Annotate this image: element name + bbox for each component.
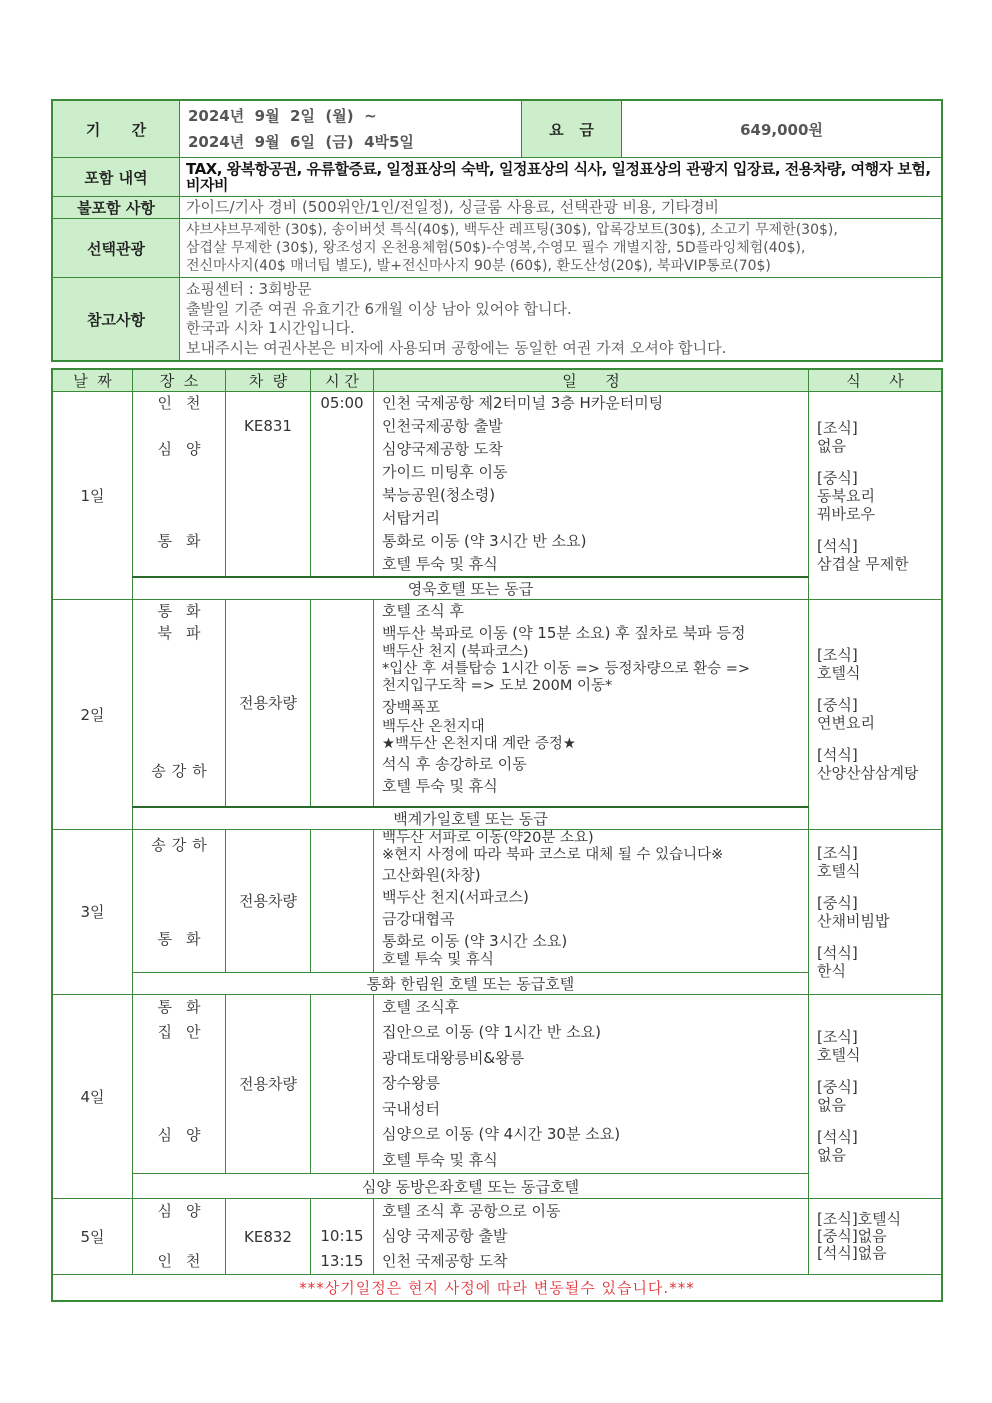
itinerary-item: 통화로 이동 (약 3시간 반 소요) <box>382 532 587 550</box>
optional-tour-label: 선택관광 <box>53 219 180 278</box>
itinerary-cell <box>374 1199 809 1275</box>
price-label: 요 금 <box>522 101 622 158</box>
meal-type: [중식] <box>817 468 858 487</box>
excluded-text: 가이드/기사 경비 (500위안/1인/전일정), 싱글룸 사용료, 선택관광 비용, 기타경비 <box>180 197 942 219</box>
itinerary-item: 통화로 이동 (약 3시간 소요) <box>382 931 568 950</box>
place-name: 송강하 <box>151 835 213 854</box>
note-line: 쇼핑센터 : 3회방문 <box>186 280 312 298</box>
col-header-time: 시 간 <box>311 370 374 392</box>
meal-value: 연변요리 <box>817 714 875 733</box>
vehicle-cell: KE832 <box>226 1199 311 1275</box>
col-header-itinerary: 일 정 <box>374 370 809 392</box>
note-line: 출발일 기준 여권 유효기간 6개월 이상 남아 있어야 합니다. <box>186 299 572 318</box>
time-cell <box>311 600 374 807</box>
day-label: 1일 <box>53 392 133 600</box>
place-name: 북파 <box>157 624 215 642</box>
meal-type: [중식] <box>817 1078 858 1097</box>
meal-type: [조식] <box>817 843 858 862</box>
place-name: 통화 <box>157 532 215 550</box>
place-name: 심양 <box>157 1125 215 1144</box>
meal-type: [조식] <box>817 1028 858 1047</box>
trip-dates <box>180 101 522 158</box>
place-name: 심양 <box>157 440 215 458</box>
itinerary-cell <box>374 600 809 807</box>
itinerary-item: 호텔 투숙 및 휴식 <box>382 777 498 795</box>
meal-value: 호텔식 <box>817 664 861 683</box>
meal-value: 산양산삼삼계탕 <box>817 764 919 783</box>
itinerary-item: 금강대협곡 <box>382 909 455 928</box>
meal-type: [조식] <box>817 646 858 665</box>
date-end: 2024년 9월 6일 (금) 4박5일 <box>188 133 414 151</box>
hotel-info: 백계가일호텔 또는 동급 <box>133 807 809 830</box>
notes-label: 참고사항 <box>53 278 180 361</box>
price-value: 649,000원 <box>622 101 942 158</box>
hotel-info: 통화 한림원 호텔 또는 동급호텔 <box>133 972 809 994</box>
place-name: 통화 <box>157 602 215 620</box>
trip-info-table <box>52 100 942 361</box>
meal-type: [중식] <box>817 696 858 715</box>
place-name: 통화 <box>157 929 215 948</box>
itinerary-item: 백두산 서파로 이동(약20분 소요) <box>382 829 594 846</box>
meal-value: 없음 <box>817 1096 846 1115</box>
excluded-label: 불포함 사항 <box>53 197 180 219</box>
day-label: 3일 <box>53 829 133 994</box>
meals-cell <box>809 1199 942 1275</box>
itinerary-item: 집안으로 이동 (약 1시간 반 소요) <box>382 1023 601 1041</box>
arrival-time: 13:15 <box>320 1252 364 1270</box>
place-cell <box>133 392 226 578</box>
place-name: 인천 <box>157 1252 215 1270</box>
place-cell <box>133 994 226 1174</box>
meal-value: 호텔식 <box>817 1046 861 1065</box>
meal-line: [중식]없음 <box>817 1227 887 1245</box>
itinerary-item: 호텔 투숙 및 휴식 <box>382 951 494 968</box>
itinerary-table <box>52 369 942 1301</box>
notes-list <box>180 278 942 361</box>
itinerary-item: 가이드 미팅후 이동 <box>382 463 508 481</box>
itinerary-item: 서탑거리 <box>382 509 440 527</box>
itinerary-item: 백두산 온천지대 <box>382 719 485 735</box>
itinerary-item: 호텔 조식후 <box>382 997 460 1016</box>
itinerary-item: 고산화원(차창) <box>382 865 481 884</box>
itinerary-item: 심양으로 이동 (약 4시간 30분 소요) <box>382 1125 621 1143</box>
col-header-vehicle: 차 량 <box>226 370 311 392</box>
place-name: 인천 <box>157 394 215 412</box>
itinerary-item: 호텔 조식 후 <box>382 602 464 620</box>
col-header-place: 장 소 <box>133 370 226 392</box>
itinerary-item: 호텔 투숙 및 휴식 <box>382 1150 498 1169</box>
itinerary-item: 인천 국제공항 제2터미널 3층 H카운터미팅 <box>382 394 664 412</box>
itinerary-item: 인천 국제공항 도착 <box>382 1252 508 1270</box>
vehicle-cell: 전용차량 <box>226 994 311 1174</box>
itinerary-item: 심양 국제공항 출발 <box>382 1227 508 1245</box>
meal-type: [조식] <box>817 418 858 437</box>
meal-value: 한식 <box>817 961 846 980</box>
meal-value: 꿔바로우 <box>817 504 875 523</box>
optional-line: 전신마사지(40$ 매너팁 별도), 발+전신마사지 90분 (60$), 환도산성(20$), 북파VIP통로(70$) <box>186 258 771 274</box>
day-label: 2일 <box>53 600 133 830</box>
col-header-date: 날 짜 <box>53 370 133 392</box>
place-cell <box>133 600 226 807</box>
meal-line: [조식]호텔식 <box>817 1210 902 1228</box>
meal-value: 산채비빔밥 <box>817 911 890 930</box>
itinerary-item: 인천국제공항 출발 <box>382 417 503 435</box>
flight-number: KE831 <box>244 417 292 435</box>
itinerary-item: 호텔 조식 후 공항으로 이동 <box>382 1202 561 1220</box>
meals-cell <box>809 392 942 600</box>
itinerary-item: 장백폭포 <box>382 698 440 716</box>
hotel-info: 영욱호텔 또는 동급 <box>133 577 809 600</box>
itinerary-item: 광대토대왕릉비&왕릉 <box>382 1048 525 1067</box>
itinerary-item: 석식 후 송강하로 이동 <box>382 755 527 773</box>
itinerary-item: *입산 후 셔틀탑승 1시간 이동 => 등정차량으로 환승 => <box>382 661 751 677</box>
meal-type: [중식] <box>817 893 858 912</box>
departure-time: 05:00 <box>320 394 364 412</box>
itinerary-item: ★백두산 온천지대 계란 증정★ <box>382 736 576 752</box>
period-label: 기 간 <box>53 101 180 158</box>
itinerary-item: 장수왕릉 <box>382 1074 440 1092</box>
itinerary-cell <box>374 994 809 1174</box>
time-cell <box>311 1199 374 1275</box>
day-label: 5일 <box>53 1199 133 1275</box>
itinerary-item: 천지입구도착 => 도보 200M 이동* <box>382 678 613 694</box>
meal-value: 삼겹살 무제한 <box>817 554 909 573</box>
meal-value: 호텔식 <box>817 861 861 880</box>
place-name: 집안 <box>157 1022 215 1041</box>
vehicle-cell: 전용차량 <box>226 829 311 972</box>
itinerary-cell <box>374 829 809 972</box>
place-cell <box>133 829 226 972</box>
meal-type: [석식] <box>817 1128 858 1147</box>
vehicle-cell <box>226 392 311 578</box>
vehicle-cell: 전용차량 <box>226 600 311 807</box>
date-start: 2024년 9월 2일 (월) ~ <box>188 107 377 125</box>
included-label: 포함 내역 <box>53 158 180 197</box>
note-line: 한국과 시차 1시간입니다. <box>186 319 355 337</box>
optional-line: 샤브샤브무제한 (30$), 송이버섯 특식(40$), 백두산 레프팅(30$), 압록강보트(30$), 소고기 무제한(30$), <box>186 222 838 238</box>
meals-cell <box>809 829 942 994</box>
place-name: 심양 <box>157 1202 215 1220</box>
col-header-meals: 식 사 <box>809 370 942 392</box>
itinerary-item: 백두산 천지 (북파코스) <box>382 644 529 660</box>
optional-tour-list <box>180 219 942 278</box>
itinerary-item: 백두산 천지(서파코스) <box>382 887 529 906</box>
meal-value: 없음 <box>817 436 846 455</box>
departure-time: 10:15 <box>320 1227 364 1245</box>
optional-line: 삼겹살 무제한 (30$), 왕조성지 온천용체험(50$)-수영복,수영모 필수 개별지참, 5D플라잉체험(40$), <box>186 240 806 256</box>
meal-line: [석식]없음 <box>817 1244 887 1262</box>
itinerary-item: 심양국제공항 도착 <box>382 440 503 458</box>
meal-type: [석식] <box>817 536 858 555</box>
hotel-info: 심양 동방은좌호텔 또는 동급호텔 <box>133 1174 809 1199</box>
meals-cell <box>809 600 942 830</box>
time-cell <box>311 829 374 972</box>
itinerary-item: 호텔 투숙 및 휴식 <box>382 555 498 573</box>
place-cell <box>133 1199 226 1275</box>
meal-type: [석식] <box>817 746 858 765</box>
place-name: 송강하 <box>151 762 213 780</box>
meal-value: 동북요리 <box>817 486 875 505</box>
schedule-change-notice: ***상기일정은 현지 사정에 따라 변동될수 있습니다.*** <box>53 1275 942 1301</box>
itinerary-cell <box>374 392 809 578</box>
time-cell <box>311 392 374 578</box>
meal-type: [석식] <box>817 943 858 962</box>
meals-cell <box>809 994 942 1199</box>
itinerary-item: 북능공원(청소령) <box>382 486 496 504</box>
itinerary-item: 백두산 북파로 이동 (약 15분 소요) 후 짚차로 북파 등정 <box>382 624 746 642</box>
day-label: 4일 <box>53 994 133 1199</box>
note-line: 보내주시는 여권사본은 비자에 사용되며 공항에는 동일한 여권 가져 오셔야 합니다. <box>186 338 727 357</box>
itinerary-item: ※현지 사정에 따라 북파 코스로 대체 될 수 있습니다※ <box>382 846 724 863</box>
meal-value: 없음 <box>817 1146 846 1165</box>
itinerary-item: 국내성터 <box>382 1099 440 1118</box>
included-text: TAX, 왕복항공권, 유류할증료, 일정표상의 숙박, 일정표상의 식사, 일정표상의 관광지 입장료, 전용차량, 여행자 보험, 비자비 <box>180 158 942 197</box>
time-cell <box>311 994 374 1174</box>
place-name: 통화 <box>157 997 215 1016</box>
